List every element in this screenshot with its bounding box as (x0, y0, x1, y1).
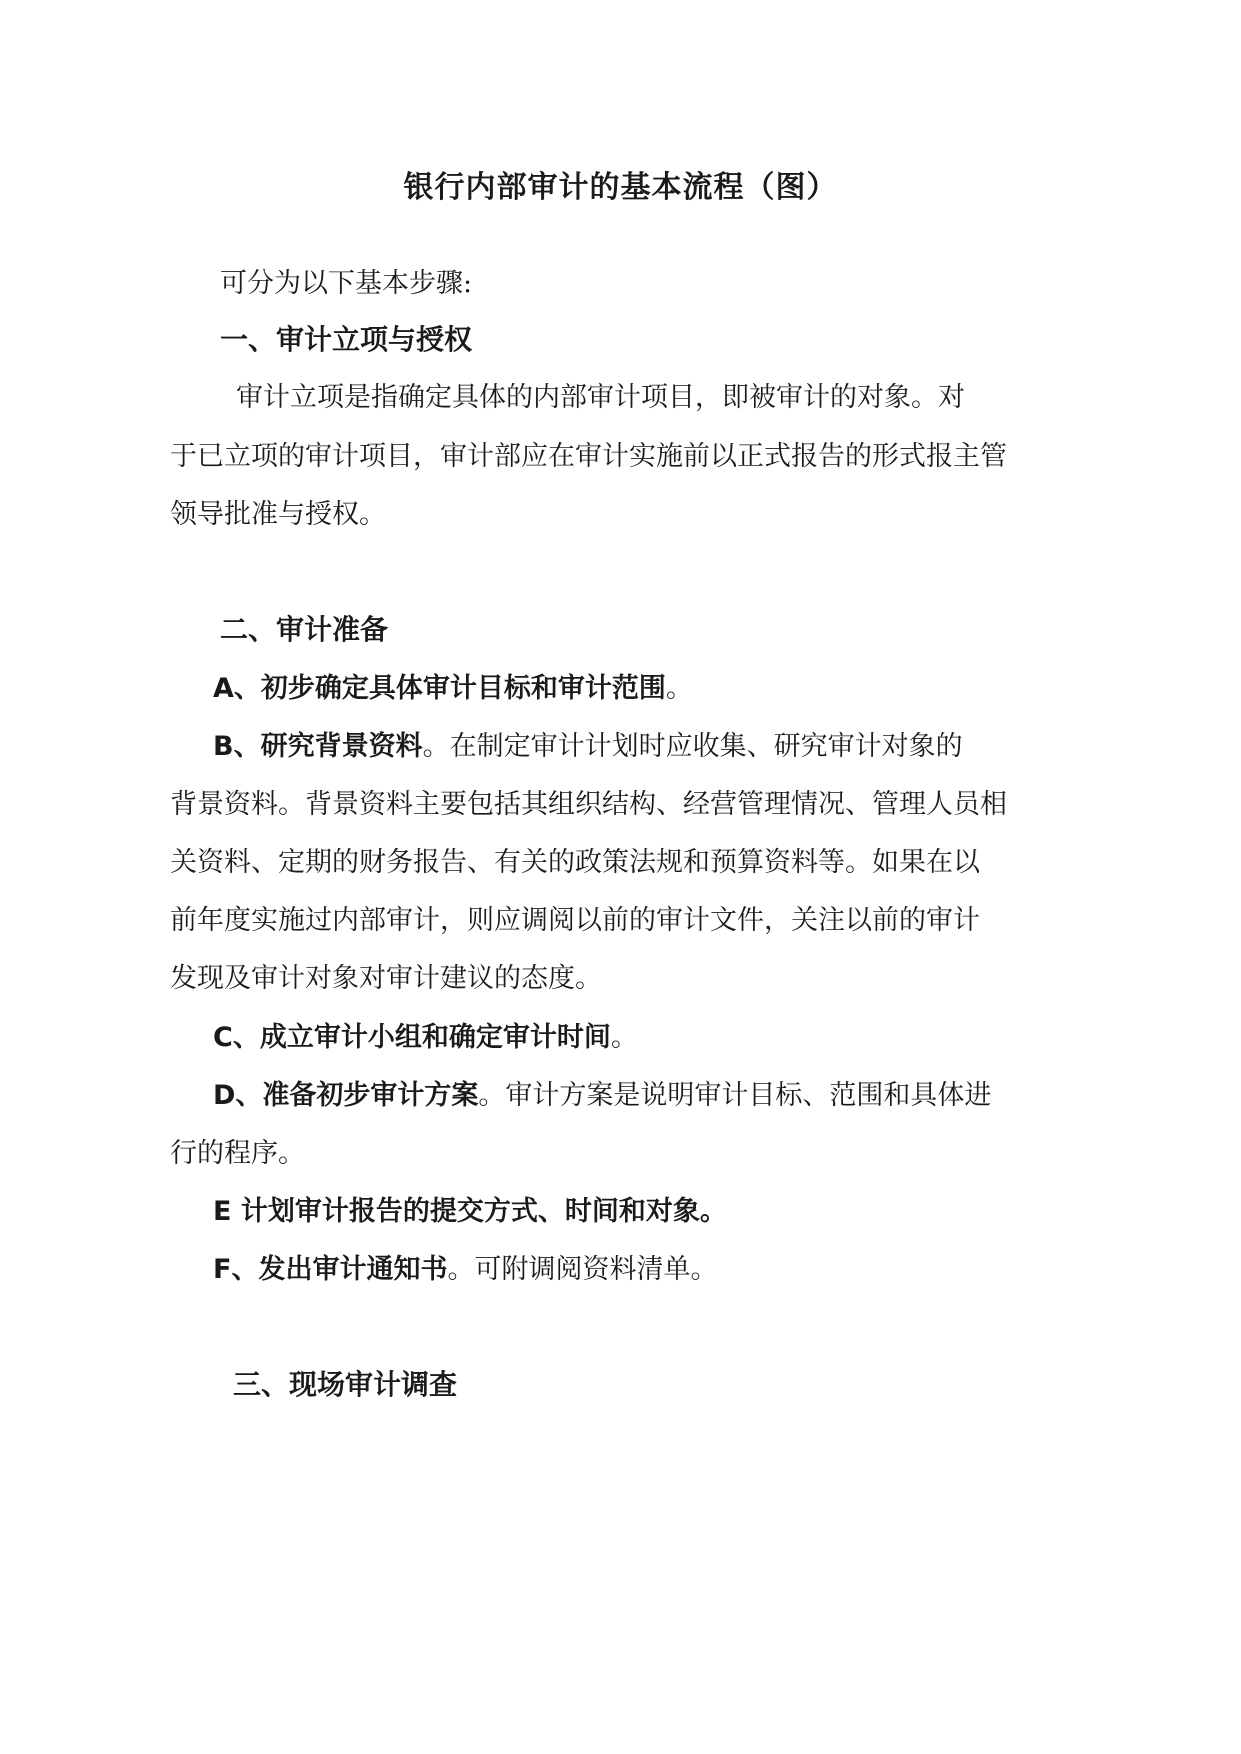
item-e-title: E 计划审计报告的提交方式、时间和对象。 (213, 1196, 727, 1227)
item-f-title: F、发出审计通知书 (213, 1254, 448, 1285)
item-b-rest: 。在制定审计计划时应收集、研究审计对象的 (422, 731, 963, 762)
item-d-rest: 。审计方案是说明审计目标、范围和具体进 (478, 1080, 992, 1111)
section-3-heading: 三、现场审计调查 (233, 1368, 458, 1401)
section-1-line-3: 领导批准与授权。 (170, 499, 386, 530)
item-d (213, 1078, 992, 1114)
item-b-line-1: 背景资料。背景资料主要包括其组织结构、经营管理情况、管理人员相 (170, 789, 1007, 820)
item-c-rest: 。 (610, 1022, 638, 1053)
item-b-line-3: 前年度实施过内部审计，则应调阅以前的审计文件，关注以前的审计 (170, 905, 980, 936)
section-2-heading: 二、审计准备 (220, 613, 389, 646)
section-1-line-1: 审计立项是指确定具体的内部审计项目，即被审计的对象。对 (236, 382, 965, 413)
page-title: 银行内部审计的基本流程（图） (403, 170, 838, 205)
item-c (213, 1020, 638, 1056)
item-a (213, 671, 693, 707)
item-f-rest: 。可附调阅资料清单。 (447, 1254, 718, 1285)
item-d-title: D、准备初步审计方案 (213, 1080, 479, 1111)
item-e (213, 1194, 727, 1230)
item-b-title: B、研究背景资料 (213, 731, 423, 762)
item-d-line-1: 行的程序。 (170, 1138, 305, 1169)
item-a-title: A、初步确定具体审计目标和审计范围 (213, 673, 666, 704)
item-b (213, 729, 963, 765)
item-a-rest: 。 (665, 673, 693, 704)
intro-text: 可分为以下基本步骤: (220, 268, 473, 299)
section-1-line-2: 于已立项的审计项目，审计部应在审计实施前以正式报告的形式报主管 (170, 441, 1007, 472)
item-b-line-2: 关资料、定期的财务报告、有关的政策法规和预算资料等。如果在以 (170, 847, 980, 878)
item-c-title: C、成立审计小组和确定审计时间 (213, 1022, 611, 1053)
item-f (213, 1252, 717, 1288)
item-b-line-4: 发现及审计对象对审计建议的态度。 (170, 963, 602, 994)
section-1-heading: 一、审计立项与授权 (220, 323, 473, 356)
